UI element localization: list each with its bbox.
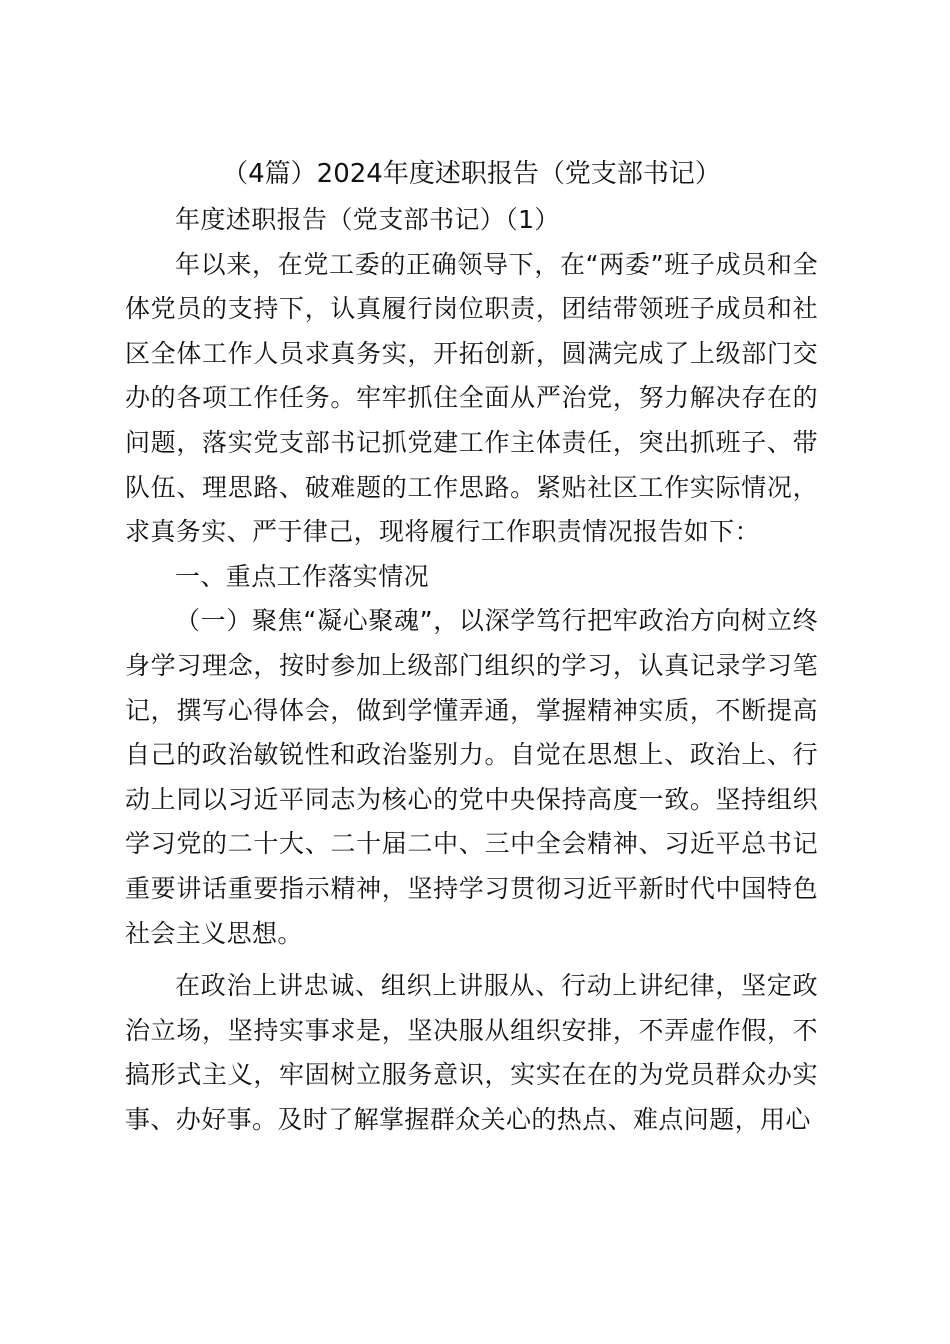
document-body xyxy=(125,152,818,1142)
section-subtitle: 年度述职报告（党支部书记）（1） xyxy=(175,205,560,234)
document-title: （4篇）2024年度述职报告（党支部书记） xyxy=(222,159,721,189)
body-paragraph: 在政治上讲忠诚、组织上讲服从、行动上讲纪律，坚定政治立场，坚持实事求是，坚决服从组织安排，不弄虚作假，不搞形式主义，牢固树立服务意识，实实在在的为党员群众办实事、办好事。及时了解掌握群众关心的热点、难点问题，用心 xyxy=(125,971,818,1134)
section-heading: 一、重点工作落实情况 xyxy=(175,561,430,591)
body-paragraph: （一）聚焦“凝心聚魂”，以深学笃行把牢政治方向树立终身学习理念，按时参加上级部门组织的学习，认真记录学习笔记，撰写心得体会，做到学懂弄通，掌握精神实质，不断提高自己的政治敏锐性和政治鉴别力。自觉在思想上、政治上、行动上同以习近平同志为核心的党中央保持高度一致。坚持组织学习党的二十大、二十届二中、三中全会精神、习近平总书记重要讲话重要指示精神，坚持学习贯彻习近平新时代中国特色社会主义思想。 xyxy=(125,606,818,948)
intro-paragraph: 年以来，在党工委的正确领导下，在“两委”班子成员和全体党员的支持下，认真履行岗位职责，团结带领班子成员和社区全体工作人员求真务实，开拓创新，圆满完成了上级部门交办的各项工作任务。牢牢抓住全面从严治党，努力解决存在的问题，落实党支部书记抓党建工作主体责任，突出抓班子、带队伍、理思路、破难题的工作思路。紧贴社区工作实际情况，求真务实、严于律己，现将履行工作职责情况报告如下： xyxy=(125,249,818,547)
